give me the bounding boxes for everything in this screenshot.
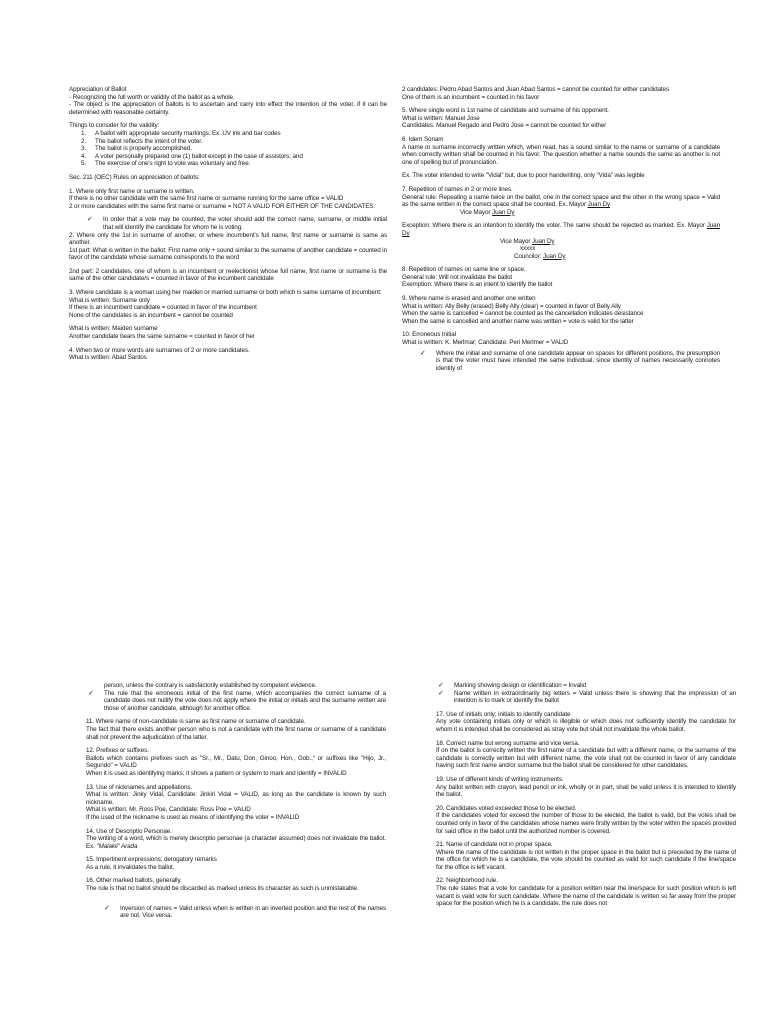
page-2-right-column	[436, 682, 736, 908]
check-item: ✓ Inversion of names = Valid unless when is written in an inverted position and the rest of the names are not. Vice versa.	[104, 904, 386, 920]
paragraph: - The object is the appreciation of ballots is to ascertain and carry into effect the intention of the voter, if it can be determined with reasonable certainty.	[69, 101, 387, 116]
rule-title: 21. Name of candidate not in proper space.	[436, 841, 553, 849]
paragraph: Exemption: Where there is an intent to identify the ballot	[402, 281, 553, 289]
example-line: Councilor: Juan Dy	[514, 252, 566, 260]
rule-title: 12. Prefixes or suffixes.	[86, 747, 149, 755]
subheading: Sec. 211 (OEC) Rules on appreciation of ballots:	[69, 173, 200, 181]
rule-title: 14. Use of Descriptio Personae.	[86, 827, 172, 835]
paragraph: Another candidate bears the same surname = counted in favor of her	[69, 333, 255, 341]
check-item: ✓ The rule that the erroneous initial of the first name, which accompanies the correct surname of a candidate does not nullify the vote does not apply where the initial or initials and the surname written are those of another candidate, although for another office.	[88, 689, 386, 712]
paragraph: What is written: Jinky Vidal, Candidate: Jinkiri Vidal = VALID, as long as the candidate is known by such nickname.	[86, 791, 386, 806]
paragraph: When the same is cancelled and another name was written = vote is valid for the latter	[402, 317, 634, 325]
rule-title: 20. Candidates voted exceeded those to be elected.	[436, 804, 577, 812]
paragraph: When it is used as identifying marks; it shows a pattern or system to mark and identify = INVALID	[86, 769, 347, 777]
rule-title: 4. When two or more words are surnames of 2 or more candidates.	[69, 346, 250, 354]
paragraph: As a rule, it invalidates the ballot.	[86, 863, 175, 871]
paragraph: 1st part: What is written in the ballot: First name only + sound similar to the surname of another candidate = counted in favor of the candidate whose surname corresponds to the word	[69, 246, 387, 262]
check-icon: ✓	[104, 904, 110, 912]
rule-title: 19. Use of different kinds of writing instruments.	[436, 775, 564, 783]
rule-title: 7. Repetition of names in 2 or more lines.	[402, 185, 513, 193]
paragraph: 2 or more candidates with the same first name or surname = NOT A VALID FOR EITHER OF THE CANDIDATES.	[69, 202, 376, 210]
list-item: 2. The ballot reflects the intent of the voter.	[81, 137, 203, 145]
rule-title: 17. Use of initials only; initials to identify candidate	[436, 710, 571, 718]
paragraph: What is written: Mr. Ross Poe, Candidate: Ross Poe = VALID	[86, 806, 251, 814]
rule-title: 22. Neighborhood rule.	[436, 877, 498, 885]
rule-title: 9. Where name is erased and another one written	[402, 295, 536, 303]
paragraph: Ex. The voter intended to write "Vidal" but, due to poor handwriting, only "Vida" was legible	[402, 172, 645, 180]
paragraph: The fact that there exists another person who is not a candidate with the first name or surname of a candidate shall not prevent the adjudication of the latter.	[86, 725, 386, 741]
page-2	[0, 512, 768, 1024]
paragraph: The rule is that no ballot should be discarded as marked unless its character as such is unmistakable.	[86, 885, 359, 893]
rule-title: 1. Where only first name or surname is written.	[69, 187, 195, 195]
example-line: Vice Mayor Juan Dy	[500, 237, 555, 245]
check-item: ✓ Name written in extraordinarily big letters = Valid unless there is showing that the impression of an intention is to mark or identify the ballot	[438, 689, 736, 705]
check-item: ✓ Where the initial and surname of one candidate appear on spaces for different positions, the presumption is that the voter must have intended the same individual, since identity of names necessarily connotes identity of	[420, 349, 720, 372]
check-icon: ✓	[87, 216, 93, 224]
paragraph: 2nd part: 2 candidates, one of whom is an incumbent or reelectionist whose full name, first name or surname is the same of the other candidate/s = counted in favor of the incumbent candidate	[69, 267, 387, 283]
paragraph: What is written: Ally Belly (erased) Belly Ally (clear) = counted in favor of Belly Ally	[402, 302, 621, 310]
paragraph: The writing of a word, which is merely descriptio personae (a character assumed) does not invalidate the ballot. Ex. "Malakii" Arada	[86, 835, 386, 850]
paragraph: If the candidates voted for exceed the number of those to be elected, the ballot is valid, but the votes shall be counted only in favor of the candidates whose names were firstly written by the voter within the spaces provided for said office in the ballot until the authorized number is covered.	[436, 812, 736, 835]
check-icon: ✓	[438, 682, 444, 689]
paragraph: If on the ballot is correctly written the first name of a candidate but with a different name, or the surname of the candidate is correctly written but with different name, the vote shall not be counted in favor of any candidate having such first name and/or surname but the ballot shall be considered for other candidates.	[436, 747, 736, 770]
paragraph: - Recognizing the full worth or validity of the ballot as a whole.	[69, 93, 235, 101]
paragraph: If there is an incumbent candidate = counted in favor of the incumbent	[69, 304, 257, 312]
section-title: Appreciation of Ballot	[69, 86, 127, 93]
paragraph: Any vote containing initials only or which is illegible or which does not sufficiently identify the candidate for whom it is intended shall be considered as stray vote but shall not invalidate the whole ballot.	[436, 718, 736, 733]
paragraph: One of them is an incumbent = counted in his favor	[402, 93, 540, 101]
paragraph: What is written: Abad Santos	[69, 354, 147, 362]
paragraph: If there is no other candidate with the same first name or surname running for the same office = VALID	[69, 195, 344, 203]
page-2-left-column	[86, 682, 386, 920]
rule-title: 16. Other marked ballots, generally.	[86, 877, 182, 885]
check-icon: ✓	[88, 689, 94, 697]
rule-title: 13. Use of nicknames and appellations.	[86, 783, 193, 791]
paragraph: General rule: Repeating a name twice on the ballot, one in the correct space and the other in the wrong space = Valid as the same written in the correct space shall be counted. Ex. Mayor Juan Dy	[402, 193, 720, 209]
list-item: 4. A voter personally prepared one (1) ballot except in the case of assistors; and	[81, 152, 303, 160]
rule-title: 11. Where name of non-candidate is same as first name or surname of candidate.	[86, 718, 306, 726]
rule-title: 5. Where single word is 1st name of candidate and surname of his opponent.	[402, 107, 609, 115]
rule-title: 2. Where only the 1st in surname of another, or where incumbent's full name, first name or surname is same as another.	[69, 231, 387, 247]
paragraph: What is written: Maiden surname	[69, 325, 158, 333]
paragraph: What is written: Manuel Jose	[402, 114, 480, 122]
check-icon: ✓	[420, 349, 426, 357]
paragraph: Exception: Where there is an intention to identify the voter. The same should be rejected as marked. Ex. Mayor Juan Dy	[402, 222, 720, 237]
paragraph: General rule: Will not invalidate the ballot	[402, 273, 513, 281]
paragraph: If the used of the nickname is used as means of identifying the voter = INVALID	[86, 813, 300, 821]
check-item: ✓ Marking showing design or identification = Invalid	[438, 682, 587, 689]
example-line: Vice Mayor Juan Dy	[460, 208, 515, 216]
list-item: 5. The exercise of one's right to vote was voluntary and free.	[81, 160, 251, 168]
paragraph: The rule states that a vote for candidate for a position written near the line/space for such position which is left vacant is valid vote for such candidate. Where the name of the candidate is written so far away from the proper space for the position which he is a candidate, the rule does not	[436, 885, 736, 908]
paragraph: Where the name of the candidate is not written in the proper space in the ballot but is preceded by the name of the office for which he is a candidate, the vote should be counted as valid for such candidate if the line/space for the office is left vacant.	[436, 848, 736, 871]
paragraph: Any ballot written with crayon, lead pencil or ink, wholly or in part, shall be valid unless it is intended to identify the ballot.	[436, 783, 736, 799]
rule-title: 18. Correct name but wrong surname and vice versa.	[436, 739, 580, 747]
validity-list	[69, 130, 387, 168]
rule-title: 6. Idem Sonam	[402, 135, 444, 143]
check-icon: ✓	[438, 689, 444, 697]
paragraph: Candidates: Manuel Regado and Pedro Jose = cannot be counted for either	[402, 122, 607, 130]
example-line: xxxxx	[520, 245, 536, 253]
page-1-right-column	[402, 86, 720, 372]
paragraph: person, unless the contrary is satisfactorily established by competent evidence.	[104, 682, 317, 689]
paragraph: A name or surname incorrectly written which, when read, has a sound similar to the name or surname of a candidate when correctly written shall be counted in his favor. The question whether a name sounds the same as another is not one of spelling but of pronunciation.	[402, 143, 720, 166]
rule-title: 8. Repetition of names on same line or space.	[402, 266, 526, 274]
paragraph: 2 candidates: Pedro Abad Santos and Juan Abad Santos = cannot be counted for either candidates	[402, 86, 669, 93]
paragraph: When the same is cancelled = cannot be counted as the cancellation indicates desistance	[402, 310, 644, 318]
rule-title: 3. Where candidate is a woman using her maiden or married surname or both which is same surname of incumbent:	[69, 289, 382, 297]
rule-title: 10. Erroneous Initial	[402, 331, 456, 339]
list-item: 1. A ballot with appropriate security markings. Ex. UV ink and bar codes	[81, 129, 281, 137]
paragraph: None of the candidates is an incumbent = cannot be counted	[69, 311, 233, 319]
rule-title: 15. Impertinent expressions; derogatory remarks	[86, 856, 217, 864]
paragraph: What is written: K. Merlmar; Candidate: Peri Merlmer = VALID	[402, 339, 569, 347]
paragraph: Ballots which contains prefixes such as "Sr., Mr., Datu, Don, Ginoo, Hon., Gob.," or suffixes like "Hijo, Jr., Segundo" = VALID	[86, 754, 386, 770]
list-item: 3. The ballot is properly accomplished.	[81, 145, 192, 153]
check-item: ✓ In order that a vote may be counted, the voter should add the correct name, surname, or middle initial that will identify the candidate for whom he is voting.	[87, 216, 387, 231]
page-1-left-column	[69, 86, 387, 362]
paragraph: What is written: Surname only	[69, 296, 150, 304]
subheading: Things to consider for the validity:	[69, 122, 160, 130]
